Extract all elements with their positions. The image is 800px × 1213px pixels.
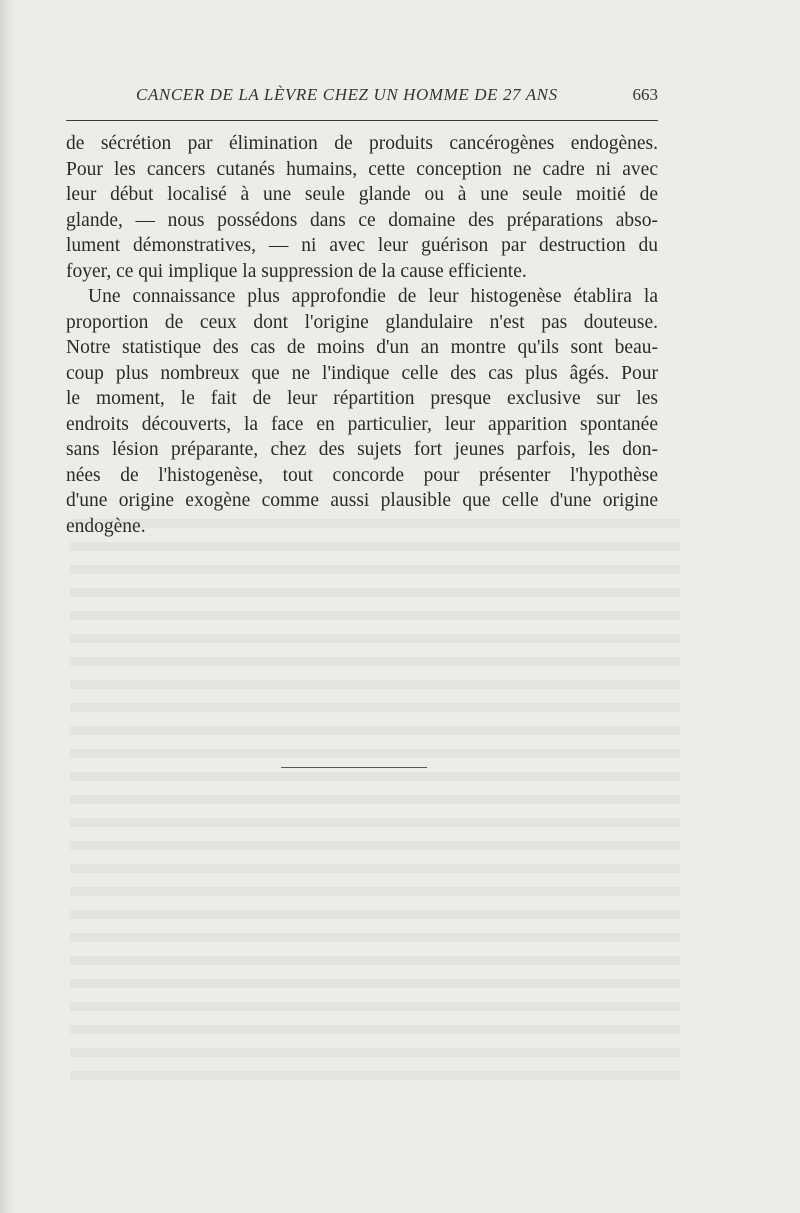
section-end-rule: [281, 767, 427, 768]
text-line: lument démonstratives, — ni avec leur guérison par destruction du: [66, 235, 658, 256]
text-line: sans lésion préparante, chez des sujets fort jeunes parfois, les don-: [66, 439, 658, 460]
text-line: le moment, le fait de leur répartition presque exclusive sur les: [66, 388, 658, 409]
page-number: 663: [632, 85, 658, 104]
paragraph-2: [66, 284, 658, 539]
text-line: de sécrétion par élimination de produits cancérogènes endogènes.: [66, 133, 658, 154]
page-edge-shadow: [0, 0, 14, 1213]
running-head: [66, 85, 658, 115]
running-title: CANCER DE LA LÈVRE CHEZ UN HOMME DE 27 ANS: [136, 85, 558, 104]
text-line: nées de l'histogenèse, tout concorde pour présenter l'hypothèse: [66, 464, 658, 486]
text-line: Une connaissance plus approfondie de leur histogenèse établira la: [88, 286, 658, 307]
text-line: foyer, ce qui implique la suppression de la cause efficiente.: [66, 260, 527, 282]
text-line: Notre statistique des cas de moins d'un an montre qu'ils sont beau-: [66, 337, 658, 358]
text-line: glande, — nous possédons dans ce domaine des préparations abso-: [66, 209, 658, 231]
text-line: proportion de ceux dont l'origine glandulaire n'est pas douteuse.: [66, 311, 658, 333]
text-line: Pour les cancers cutanés humains, cette conception ne cadre ni avec: [66, 158, 658, 180]
text-line: endogène.: [66, 515, 146, 537]
body-text: [66, 131, 658, 539]
header-rule: [66, 120, 658, 121]
reverse-page-bleed-through: [70, 505, 680, 1105]
paragraph-1: [66, 131, 658, 284]
text-line: endroits découverts, la face en particulier, leur apparition spontanée: [66, 413, 658, 435]
text-line: coup plus nombreux que ne l'indique celle des cas plus âgés. Pour: [66, 362, 658, 384]
text-line: leur début localisé à une seule glande ou à une seule moitié de: [66, 184, 658, 205]
text-line: d'une origine exogène comme aussi plausible que celle d'une origine: [66, 490, 658, 511]
